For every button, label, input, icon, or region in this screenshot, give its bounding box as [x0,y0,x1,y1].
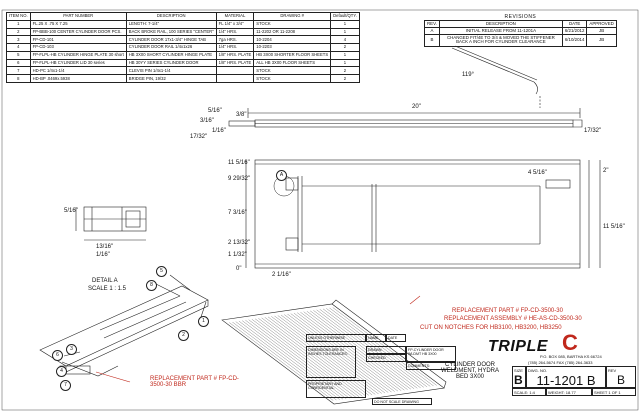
parts-list-cell: 1/8" HRS. PLATE [216,59,254,67]
drawing-title: CYLINDER DOOR WELDMENT, HYDRA BED 3X00 [440,362,499,380]
note-replacement-part-bbr: REPLACEMENT PART # FP-CD-3500-30 BBR [150,376,239,388]
rev-letter: B [425,35,440,46]
rev-letter: A [425,28,440,35]
rev-date: 6/10/2014 [562,35,587,46]
parts-list-cell: CYLINDER DOOR RAIL 1/4x1x26 [126,44,216,52]
detail-callout-a: A [276,170,287,181]
parts-list-cell: 2 [331,44,360,52]
dim-2-in: 2" [603,168,609,174]
rev-date: 6/21/2012 [562,28,587,35]
callout-6: 6 [52,350,63,361]
parts-list-cell: CLEVIS PIN 1/4x1-1/4 [126,67,216,75]
col-drawing: DRAWING # [254,13,331,21]
dim-1-1-32: 1 1/32" [228,252,247,258]
note-cut-notches: CUT ON NOTCHES FOR HB3100, HB3200, HB3250 [420,325,562,331]
plan-view [246,160,600,268]
tb-sheet: SHEET 1 OF 1 [592,388,636,396]
parts-list-cell: BACK BROKE RAIL, 100 SERIES "CENTER" [126,28,216,36]
col-qty: Default/QTY. [331,13,360,21]
parts-list-cell: 1/4" HRS. [216,28,254,36]
parts-list-cell: FP-CD-103 [30,44,126,52]
company-logo: TRIPLE [488,338,548,355]
rev-col-description: DESCRIPTION [439,21,562,28]
tb-scale: SCALE: 1:4 [512,388,546,396]
dim-zero: 0" [236,266,242,272]
col-part-number: PART NUMBER [30,13,126,21]
detail-a-view [76,207,146,240]
rev-description: INITIAL RELEASE FROM 11-1201A [439,28,562,35]
parts-list-cell: 1 [7,20,31,28]
parts-list-cell: 1 [331,59,360,67]
tb-proprietary: UNLESS OTHERWISE SPECIFIED: [306,334,366,342]
company-address: P.O. BOX 085, BARTHA KS 66724 [540,354,602,359]
parts-list-cell: HB 30YY SERIES CYLINDER DOOR [126,59,216,67]
parts-list-cell: 1 [331,20,360,28]
detail-scale: SCALE 1 : 1.5 [88,286,127,292]
parts-list-cell: 3 [7,36,31,44]
rev-description: CHANGED FIT/4E TO 3/4 & MOVED THE STIFFENER BACK A INCH FOR CYLINDER CLEARANCE [439,35,562,46]
col-item-no: ITEM NO. [7,13,31,21]
dim-1-16-b: 1/16" [96,252,110,258]
size-value: B [514,373,523,387]
dim-5-16-a: 5/16" [208,108,222,114]
dim-9-29-32: 9 29/32" [228,176,251,182]
parts-list-cell: 4 [7,44,31,52]
parts-list-cell: HD-BP .0469x.5938 [30,75,126,83]
parts-list-cell: 4 [331,36,360,44]
parts-list-cell: STOCK [254,75,331,83]
col-material: MATERIAL [216,13,254,21]
angle-dim: 119° [462,72,474,78]
parts-list-cell: LENGTH: 7-1/4" [126,20,216,28]
tb-rev-cell [606,366,636,388]
dwg-number-rev: B [586,373,596,388]
dim-11-5-16-right: 11 5/16" [603,224,625,230]
length-dim: 20" [412,104,421,110]
parts-list-cell: BRIDGE PIN, 19/32 [126,75,216,83]
parts-list-cell: 1 [331,28,360,36]
parts-list-cell: 7 [7,67,31,75]
parts-list-cell: FP-FLPL-HB CYLINDER LID 30 series [30,59,126,67]
size-label: SIZE [514,368,523,373]
profile-view [229,108,582,127]
callout-5: 5 [156,266,167,277]
parts-list-cell: HB 3X00 SHORT CYLINDER HINGE PLATE [126,51,216,59]
tb-part-no: FP-CYLINDER DOOR WLDMT HB 3X00 [406,346,456,362]
tb-dwg-cell [526,366,606,388]
rev-label: REV [608,368,617,373]
dim-2-1-16: 2 1/16" [272,272,291,278]
tb-weight: WEIGHT: 18.77 [546,388,592,396]
parts-list-cell: 8 [7,75,31,83]
parts-list-cell: 10-2203 [254,44,331,52]
parts-list-cell: HB 3X00 SHORTER FLOOR SHEETS [254,51,331,59]
parts-list-cell: 2 [7,28,31,36]
callout-8: 8 [146,280,157,291]
parts-list-cell: 6 [7,59,31,67]
dim-17-32-a: 17/32" [190,134,208,140]
tb-date: DATE [386,334,406,342]
rev-col-approved: APPROVED [587,21,616,28]
parts-list-cell: FP-FLPL-HB CYLINDER HINGE PLATE 30 short [30,51,126,59]
dim-3-8: 3/8" [236,112,247,118]
tb-name: NAME [366,334,386,342]
note-replacement-assembly: REPLACEMENT ASSEMBLY # HE-AS-CD-3500-30 [444,316,582,322]
parts-list-cell: 1/4" HRS. [216,44,254,52]
parts-list-cell: 2 [331,75,360,83]
tb-checked: CHECKED [366,354,406,362]
rev-value: B [616,373,625,387]
callout-1: 1 [198,316,209,327]
rev-col-rev: REV. [425,21,440,28]
tb-proprietary-notice: PROPRIETARY AND CONFIDENTIAL [306,380,366,398]
parts-list-cell: ALL HB 3X00 FLOOR SHEETS [254,59,331,67]
dim-7-3-16: 7 3/16" [228,210,247,216]
dim-2-13-32: 2 13/32" [228,240,251,246]
dwg-no-label: DWG. NO. [528,368,548,373]
rev-approved: JB [587,28,616,35]
tb-do-not-scale: DO NOT SCALE DRAWING [372,398,432,405]
dim-13-16: 13/16" [96,244,114,250]
callout-7: 7 [60,380,71,391]
company-logo-c: C [562,330,578,355]
tb-comments: COMMENTS: [406,362,456,370]
dim-5-16-b: 5/16" [64,208,78,214]
parts-list-cell: 10-2204 [254,36,331,44]
parts-list-cell: 11-2202 OR 11-2208 [254,28,331,36]
parts-list-cell: 5 [7,51,31,59]
note-replacement-part: REPLACEMENT PART # FP-CD-3500-30 [452,308,563,314]
parts-list-cell: 2 [331,67,360,75]
parts-list-cell: FP-BBB-100 CENTER CYLINDER DOOR PCS. [30,28,126,36]
dim-1-16-a: 1/16" [212,128,226,134]
parts-list-cell: FP-CD-101 [30,36,126,44]
parts-list-cell: STOCK [254,67,331,75]
parts-list-cell: 1 [331,51,360,59]
parts-list-cell: CYLINDER DOOR 17x1-3/4" HINGE TAB [126,36,216,44]
parts-list-cell: HD-PC 1/4x1-1/4 [30,67,126,75]
tb-size-cell [512,366,526,388]
callout-2: 2 [178,330,189,341]
parts-list-cell: FL 1/4" x 3/4" [216,20,254,28]
dim-17-32-b: 17/32" [584,128,602,134]
dim-11-5-16: 11 5/16" [228,160,250,166]
parts-list-cell: STOCK [254,20,331,28]
tb-drawn: DRAWN [366,346,406,354]
tb-dims: DIMENSIONS ARE IN INCHES TOLERANCES: [306,346,356,378]
dim-3-16-a: 3/16" [200,118,214,124]
revision-title: REVISIONS [504,13,537,20]
col-description: DESCRIPTION [126,13,216,21]
parts-list-cell: 1/8" HRS. PLATE [216,51,254,59]
dwg-number: 11-1201 [536,373,584,388]
rev-approved: JB [587,35,616,46]
callout-4: 4 [56,366,67,377]
callout-3: 3 [66,344,77,355]
parts-list-cell: FL.25 X .75 X 7.25 [30,20,126,28]
dwg-no-value [528,373,604,388]
dim-4-5-16: 4 5/16" [528,170,547,176]
company-phone: (785) 264-5674 FAX (785) 264-3633 [528,360,593,365]
parts-list-cell: 7ga HRS. [216,36,254,44]
detail-title: DETAIL A [92,278,118,284]
rev-col-date: DATE [562,21,587,28]
